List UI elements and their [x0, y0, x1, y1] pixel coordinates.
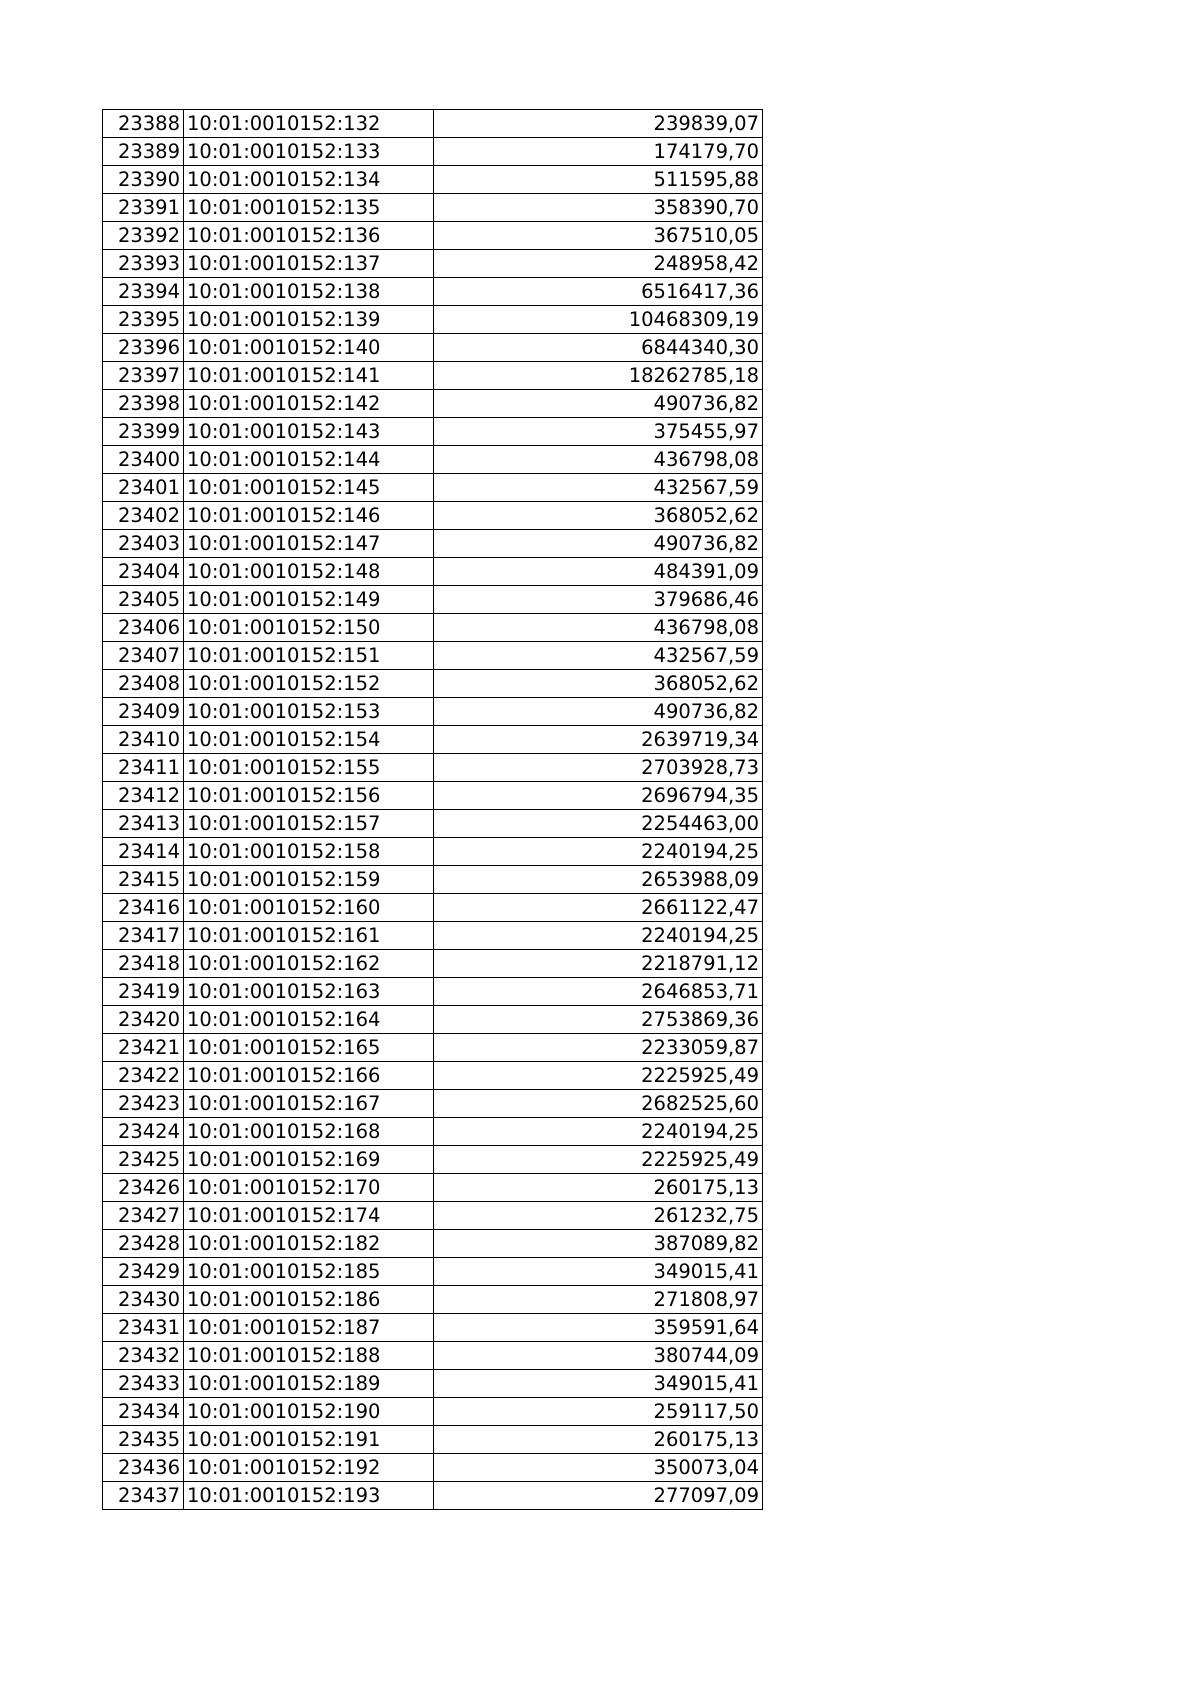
value-cell: 259117,50 [434, 1398, 763, 1426]
value-cell: 490736,82 [434, 698, 763, 726]
table-row [103, 138, 763, 166]
cadastral-number-cell: 10:01:0010152:155 [184, 754, 434, 782]
value-cell: 368052,62 [434, 670, 763, 698]
cadastral-number-cell: 10:01:0010152:153 [184, 698, 434, 726]
value-cell: 260175,13 [434, 1174, 763, 1202]
row-number-cell: 23393 [103, 250, 184, 278]
row-number-cell: 23433 [103, 1370, 184, 1398]
value-cell: 511595,88 [434, 166, 763, 194]
value-cell: 277097,09 [434, 1482, 763, 1510]
table-row [103, 950, 763, 978]
value-cell: 490736,82 [434, 530, 763, 558]
row-number-cell: 23407 [103, 642, 184, 670]
table-row [103, 866, 763, 894]
row-number-cell: 23419 [103, 978, 184, 1006]
cadastral-number-cell: 10:01:0010152:146 [184, 502, 434, 530]
value-cell: 271808,97 [434, 1286, 763, 1314]
value-cell: 349015,41 [434, 1370, 763, 1398]
cadastral-number-cell: 10:01:0010152:186 [184, 1286, 434, 1314]
value-cell: 432567,59 [434, 642, 763, 670]
cadastral-number-cell: 10:01:0010152:144 [184, 446, 434, 474]
value-cell: 10468309,19 [434, 306, 763, 334]
cadastral-number-cell: 10:01:0010152:174 [184, 1202, 434, 1230]
cadastral-number-cell: 10:01:0010152:157 [184, 810, 434, 838]
table-row [103, 558, 763, 586]
row-number-cell: 23392 [103, 222, 184, 250]
cadastral-number-cell: 10:01:0010152:165 [184, 1034, 434, 1062]
table-row [103, 1398, 763, 1426]
cadastral-number-cell: 10:01:0010152:190 [184, 1398, 434, 1426]
value-cell: 359591,64 [434, 1314, 763, 1342]
row-number-cell: 23403 [103, 530, 184, 558]
row-number-cell: 23435 [103, 1426, 184, 1454]
table-row [103, 1286, 763, 1314]
table-row [103, 1426, 763, 1454]
row-number-cell: 23421 [103, 1034, 184, 1062]
value-cell: 18262785,18 [434, 362, 763, 390]
row-number-cell: 23436 [103, 1454, 184, 1482]
row-number-cell: 23425 [103, 1146, 184, 1174]
value-cell: 239839,07 [434, 110, 763, 138]
value-cell: 436798,08 [434, 446, 763, 474]
cadastral-number-cell: 10:01:0010152:132 [184, 110, 434, 138]
table-row [103, 642, 763, 670]
value-cell: 2254463,00 [434, 810, 763, 838]
table-row [103, 334, 763, 362]
row-number-cell: 23391 [103, 194, 184, 222]
table-row [103, 1314, 763, 1342]
value-cell: 2639719,34 [434, 726, 763, 754]
cadastral-number-cell: 10:01:0010152:140 [184, 334, 434, 362]
cadastral-number-cell: 10:01:0010152:166 [184, 1062, 434, 1090]
table-body [103, 110, 763, 1510]
value-cell: 490736,82 [434, 390, 763, 418]
value-cell: 350073,04 [434, 1454, 763, 1482]
cadastral-number-cell: 10:01:0010152:138 [184, 278, 434, 306]
table-row [103, 838, 763, 866]
value-cell: 6516417,36 [434, 278, 763, 306]
value-cell: 358390,70 [434, 194, 763, 222]
value-cell: 2240194,25 [434, 838, 763, 866]
table-row [103, 1202, 763, 1230]
value-cell: 379686,46 [434, 586, 763, 614]
table-row [103, 250, 763, 278]
row-number-cell: 23401 [103, 474, 184, 502]
cadastral-number-cell: 10:01:0010152:151 [184, 642, 434, 670]
value-cell: 2653988,09 [434, 866, 763, 894]
cadastral-number-cell: 10:01:0010152:145 [184, 474, 434, 502]
row-number-cell: 23437 [103, 1482, 184, 1510]
cadastral-number-cell: 10:01:0010152:149 [184, 586, 434, 614]
table-row [103, 922, 763, 950]
row-number-cell: 23389 [103, 138, 184, 166]
table-row [103, 586, 763, 614]
value-cell: 261232,75 [434, 1202, 763, 1230]
table-row [103, 670, 763, 698]
row-number-cell: 23399 [103, 418, 184, 446]
row-number-cell: 23411 [103, 754, 184, 782]
table-row [103, 502, 763, 530]
value-cell: 432567,59 [434, 474, 763, 502]
value-cell: 2233059,87 [434, 1034, 763, 1062]
row-number-cell: 23405 [103, 586, 184, 614]
cadastral-number-cell: 10:01:0010152:141 [184, 362, 434, 390]
table-row [103, 166, 763, 194]
cadastral-number-cell: 10:01:0010152:139 [184, 306, 434, 334]
row-number-cell: 23426 [103, 1174, 184, 1202]
cadastral-number-cell: 10:01:0010152:147 [184, 530, 434, 558]
row-number-cell: 23398 [103, 390, 184, 418]
table-row [103, 1370, 763, 1398]
row-number-cell: 23388 [103, 110, 184, 138]
row-number-cell: 23390 [103, 166, 184, 194]
table-row [103, 1258, 763, 1286]
row-number-cell: 23431 [103, 1314, 184, 1342]
cadastral-number-cell: 10:01:0010152:156 [184, 782, 434, 810]
value-cell: 260175,13 [434, 1426, 763, 1454]
table-row [103, 1090, 763, 1118]
row-number-cell: 23410 [103, 726, 184, 754]
cadastral-number-cell: 10:01:0010152:148 [184, 558, 434, 586]
cadastral-number-cell: 10:01:0010152:169 [184, 1146, 434, 1174]
row-number-cell: 23412 [103, 782, 184, 810]
cadastral-number-cell: 10:01:0010152:185 [184, 1258, 434, 1286]
cadastral-number-cell: 10:01:0010152:164 [184, 1006, 434, 1034]
cadastral-number-cell: 10:01:0010152:168 [184, 1118, 434, 1146]
value-cell: 2753869,36 [434, 1006, 763, 1034]
value-cell: 380744,09 [434, 1342, 763, 1370]
cadastral-number-cell: 10:01:0010152:158 [184, 838, 434, 866]
cadastral-number-cell: 10:01:0010152:160 [184, 894, 434, 922]
cadastral-number-cell: 10:01:0010152:191 [184, 1426, 434, 1454]
value-cell: 2703928,73 [434, 754, 763, 782]
value-cell: 349015,41 [434, 1258, 763, 1286]
cadastral-number-cell: 10:01:0010152:152 [184, 670, 434, 698]
table-row [103, 894, 763, 922]
table-row [103, 698, 763, 726]
table-row [103, 306, 763, 334]
table-row [103, 1342, 763, 1370]
row-number-cell: 23397 [103, 362, 184, 390]
table-row [103, 1454, 763, 1482]
cadastral-number-cell: 10:01:0010152:192 [184, 1454, 434, 1482]
table-row [103, 474, 763, 502]
row-number-cell: 23423 [103, 1090, 184, 1118]
row-number-cell: 23415 [103, 866, 184, 894]
row-number-cell: 23417 [103, 922, 184, 950]
table-row [103, 1034, 763, 1062]
table-row [103, 278, 763, 306]
row-number-cell: 23402 [103, 502, 184, 530]
row-number-cell: 23430 [103, 1286, 184, 1314]
value-cell: 2682525,60 [434, 1090, 763, 1118]
cadastral-number-cell: 10:01:0010152:188 [184, 1342, 434, 1370]
value-cell: 174179,70 [434, 138, 763, 166]
row-number-cell: 23395 [103, 306, 184, 334]
row-number-cell: 23394 [103, 278, 184, 306]
cadastral-number-cell: 10:01:0010152:133 [184, 138, 434, 166]
cadastral-number-cell: 10:01:0010152:187 [184, 1314, 434, 1342]
table-row [103, 418, 763, 446]
table-row [103, 194, 763, 222]
row-number-cell: 23424 [103, 1118, 184, 1146]
value-cell: 2218791,12 [434, 950, 763, 978]
row-number-cell: 23420 [103, 1006, 184, 1034]
cadastral-number-cell: 10:01:0010152:170 [184, 1174, 434, 1202]
value-cell: 6844340,30 [434, 334, 763, 362]
cadastral-number-cell: 10:01:0010152:159 [184, 866, 434, 894]
value-cell: 484391,09 [434, 558, 763, 586]
row-number-cell: 23418 [103, 950, 184, 978]
cadastral-number-cell: 10:01:0010152:193 [184, 1482, 434, 1510]
cadastral-number-cell: 10:01:0010152:136 [184, 222, 434, 250]
cadastral-number-cell: 10:01:0010152:161 [184, 922, 434, 950]
cadastral-number-cell: 10:01:0010152:143 [184, 418, 434, 446]
value-cell: 248958,42 [434, 250, 763, 278]
table-row [103, 1482, 763, 1510]
table-row [103, 446, 763, 474]
cadastral-table [102, 109, 763, 1510]
table-row [103, 754, 763, 782]
row-number-cell: 23429 [103, 1258, 184, 1286]
cadastral-number-cell: 10:01:0010152:137 [184, 250, 434, 278]
row-number-cell: 23406 [103, 614, 184, 642]
cadastral-number-cell: 10:01:0010152:167 [184, 1090, 434, 1118]
cadastral-number-cell: 10:01:0010152:150 [184, 614, 434, 642]
value-cell: 2696794,35 [434, 782, 763, 810]
value-cell: 387089,82 [434, 1230, 763, 1258]
table-row [103, 782, 763, 810]
table-row [103, 110, 763, 138]
row-number-cell: 23409 [103, 698, 184, 726]
row-number-cell: 23434 [103, 1398, 184, 1426]
value-cell: 436798,08 [434, 614, 763, 642]
row-number-cell: 23408 [103, 670, 184, 698]
table-row [103, 978, 763, 1006]
row-number-cell: 23432 [103, 1342, 184, 1370]
value-cell: 2240194,25 [434, 922, 763, 950]
row-number-cell: 23413 [103, 810, 184, 838]
table-row [103, 1062, 763, 1090]
table-row [103, 1118, 763, 1146]
value-cell: 2225925,49 [434, 1062, 763, 1090]
cadastral-number-cell: 10:01:0010152:189 [184, 1370, 434, 1398]
table-row [103, 362, 763, 390]
cadastral-number-cell: 10:01:0010152:162 [184, 950, 434, 978]
row-number-cell: 23428 [103, 1230, 184, 1258]
table-row [103, 222, 763, 250]
value-cell: 2646853,71 [434, 978, 763, 1006]
table-row [103, 1006, 763, 1034]
row-number-cell: 23427 [103, 1202, 184, 1230]
row-number-cell: 23416 [103, 894, 184, 922]
table-row [103, 390, 763, 418]
table-row [103, 1146, 763, 1174]
row-number-cell: 23396 [103, 334, 184, 362]
cadastral-number-cell: 10:01:0010152:135 [184, 194, 434, 222]
table-row [103, 1230, 763, 1258]
value-cell: 2661122,47 [434, 894, 763, 922]
table-row [103, 726, 763, 754]
cadastral-number-cell: 10:01:0010152:134 [184, 166, 434, 194]
cadastral-number-cell: 10:01:0010152:163 [184, 978, 434, 1006]
cadastral-number-cell: 10:01:0010152:142 [184, 390, 434, 418]
row-number-cell: 23404 [103, 558, 184, 586]
row-number-cell: 23422 [103, 1062, 184, 1090]
cadastral-number-cell: 10:01:0010152:154 [184, 726, 434, 754]
cadastral-number-cell: 10:01:0010152:182 [184, 1230, 434, 1258]
table-row [103, 1174, 763, 1202]
table-row [103, 614, 763, 642]
value-cell: 367510,05 [434, 222, 763, 250]
row-number-cell: 23414 [103, 838, 184, 866]
value-cell: 2225925,49 [434, 1146, 763, 1174]
table-row [103, 530, 763, 558]
value-cell: 375455,97 [434, 418, 763, 446]
value-cell: 2240194,25 [434, 1118, 763, 1146]
value-cell: 368052,62 [434, 502, 763, 530]
table-row [103, 810, 763, 838]
row-number-cell: 23400 [103, 446, 184, 474]
